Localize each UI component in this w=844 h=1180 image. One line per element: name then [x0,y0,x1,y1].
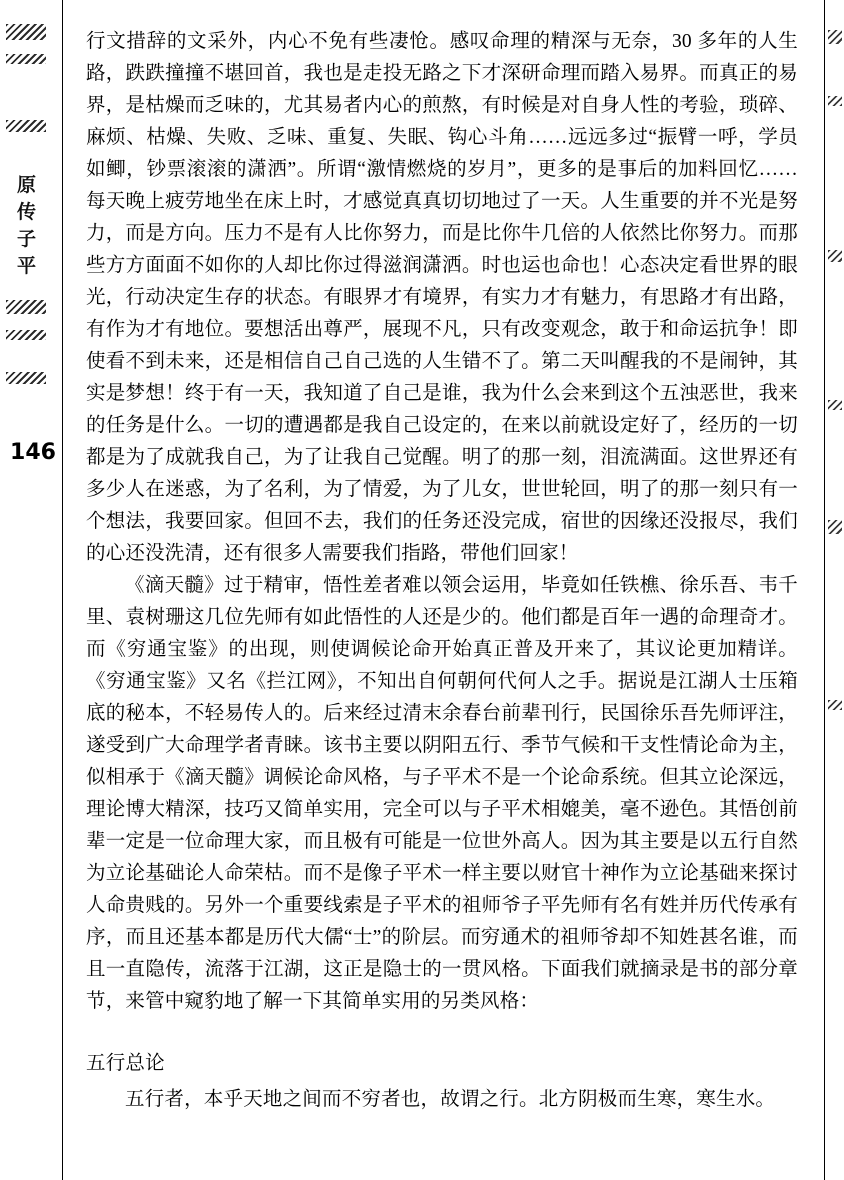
ornament-icon [6,300,46,314]
ornament-icon [828,520,842,534]
ornament-icon [828,400,842,410]
ornament-icon [6,372,46,384]
vertical-title-char: 平 [16,255,37,277]
ornament-icon [6,330,46,340]
right-margin [819,0,844,1180]
ornament-icon [828,700,842,710]
ornament-icon [6,24,46,40]
ornament-icon [6,120,46,132]
ornament-icon [828,250,842,262]
left-column-rule [62,0,63,1180]
paragraph: 《滴天髓》过于精审，悟性差者难以领会运用，毕竟如任铁樵、徐乐吾、韦千里、袁树珊这几位先师有如此悟性的人还是少的。他们都是百年一遇的命理奇才。而《穷通宝鉴》的出现，则使调候论命开始真正普及开来了，其议论更加精详。《穷通宝鉴》又名《拦江网》，不知出自何朝何代何人之手。据说是江湖人士压箱底的秘本，不轻易传人的。后来经过清末余春台前辈刊行，民国徐乐吾先师评注，遂受到广大命理学者青睐。该书主要以阴阳五行、季节气候和干支性情论命为主，似相承于《滴天髓》调候论命风格，与子平术不是一个论命系统。但其立论深远，理论博大精深，技巧又简单实用，完全可以与子平术相媲美，毫不逊色。其悟创前辈一定是一位命理大家，而且极有可能是一位世外高人。因为其主要是以五行自然为立论基础论人命荣枯。而不是像子平术一样主要以财官十神作为立论基础来探讨人命贵贱的。另外一个重要线索是子平术的祖师爷子平先师有名有姓并历代传承有序，而且还基本都是历代大儒“士”的阶层。而穷通术的祖师爷却不知姓甚名谁，而且一直隐传，流落于江湖，这正是隐士的一贯风格。下面我们就摘录是书的部分章节，来管中窥豹地了解一下其简单实用的另类风格： [86,575,798,1012]
section-heading: 五行总论 [86,1053,165,1074]
vertical-title-char: 传 [16,201,37,223]
page-number: 146 [10,440,56,465]
vertical-title-char: 子 [16,228,37,250]
text-column [86,26,798,1116]
paragraph: 五行者，本乎天地之间而不穷者也，故谓之行。北方阴极而生寒，寒生水。 [125,1089,776,1110]
ornament-icon [6,54,46,64]
ornament-icon [828,30,842,44]
left-margin [0,0,62,1180]
vertical-book-title [14,172,40,280]
ornament-icon [828,96,842,106]
vertical-title-char: 原 [16,174,37,196]
paragraph: 行文措辞的文采外，内心不免有些凄怆。感叹命理的精深与无奈，30 多年的人生路，跌跌撞撞不堪回首，我也是走投无路之下才深研命理而踏入易界。而真正的易界，是枯燥而乏味的，尤其易者内心的煎熬，有时候是对自身人性的考验，琐碎、麻烦、枯燥、失败、乏味、重复、失眠、钩心斗角……远远多过“振臂一呼，学员如鲫，钞票滚滚的潇洒”。所谓“激情燃烧的岁月”，更多的是事后的加料回忆……每天晚上疲劳地坐在床上时，才感觉真真切切地过了一天。人生重要的并不光是努力，而是方向。压力不是有人比你努力，而是比你牛几倍的人依然比你努力。而那些方方面面不如你的人却比你过得滋润潇洒。时也运也命也！心态决定看世界的眼光，行动决定生存的状态。有眼界才有境界，有实力才有魅力，有思路才有出路，有作为才有地位。要想活出尊严，展现不凡，只有改变观念，敢于和命运抗争！即使看不到未来，还是相信自己自己选的人生错不了。第二天叫醒我的不是闹钟，其实是梦想！终于有一天，我知道了自己是谁，我为什么会来到这个五浊恶世，我来的任务是什么。一切的遭遇都是我自己设定的，在来以前就设定好了，经历的一切都是为了成就我自己，为了让我自己觉醒。明了的那一刻，泪流满面。这世界还有多少人在迷惑，为了名利，为了情爱，为了儿女，世世轮回，明了的那一刻只有一个想法，我要回家。但回不去，我们的任务还没完成，宿世的因缘还没报尽，我们的心还没洗清，还有很多人需要我们指路，带他们回家！ [86,31,798,564]
